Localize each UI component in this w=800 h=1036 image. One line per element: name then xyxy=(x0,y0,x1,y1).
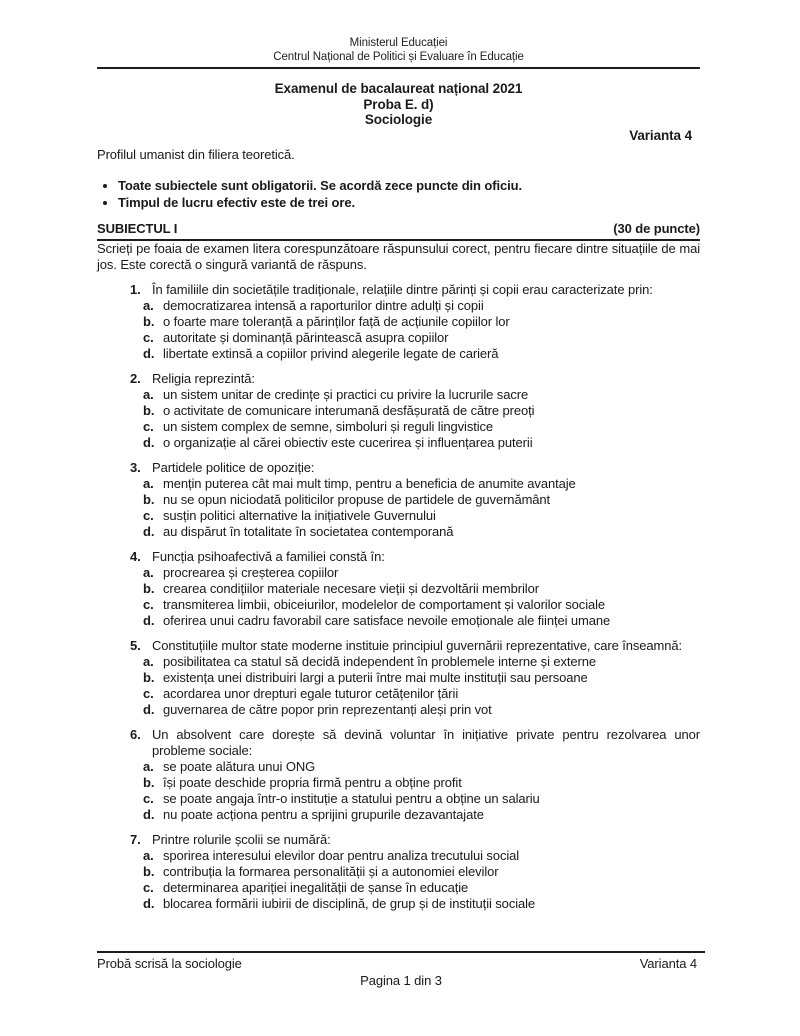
question-3 xyxy=(97,460,700,540)
option-text: guvernarea de către popor prin reprezentanți aleși prin vot xyxy=(163,701,492,717)
section-heading xyxy=(97,221,700,241)
option-letter: b. xyxy=(143,402,155,418)
option-letter: a. xyxy=(143,564,154,580)
option-text: au dispărut în totalitate în societatea contemporană xyxy=(163,523,454,539)
question-4 xyxy=(97,549,700,629)
option-letter: c. xyxy=(143,596,154,612)
option-letter: a. xyxy=(143,847,154,863)
option-letter: c. xyxy=(143,418,154,434)
question-6-option-b xyxy=(97,775,700,791)
option-text: crearea condițiilor materiale necesare vieții și dezvoltării membrilor xyxy=(163,580,539,596)
exam-proba: Proba E. d) xyxy=(363,96,434,112)
title-block xyxy=(97,81,700,164)
option-letter: b. xyxy=(143,580,155,596)
note-duration: • Timpul de lucru efectiv este de trei ore. xyxy=(118,194,700,211)
question-3-head xyxy=(97,460,700,476)
option-letter: b. xyxy=(143,313,155,329)
option-text: existența unei distribuiri largi a puterii între mai multe instituții sau persoane xyxy=(163,669,588,685)
exam-subject: Sociologie xyxy=(364,112,433,127)
question-7-text: Printre rolurile școlii se numără: xyxy=(152,831,331,847)
question-1-head xyxy=(97,282,700,298)
option-text: determinarea apariției inegalității de șanse în educație xyxy=(163,879,469,895)
question-5 xyxy=(97,638,700,718)
question-4-text: Funcția psihoafectivă a familiei constă în: xyxy=(152,548,385,564)
option-letter: b. xyxy=(143,774,155,790)
option-letter: b. xyxy=(143,491,155,507)
option-text: o foarte mare toleranță a părinților față de acțiunile copiilor lor xyxy=(163,313,510,329)
option-letter: d. xyxy=(143,806,155,822)
option-text: oferirea unui cadru favorabil care satisface nevoile emoționale ale ființei umane xyxy=(163,612,611,628)
option-text: se poate alătura unui ONG xyxy=(163,758,316,774)
question-6-option-c xyxy=(97,791,700,807)
section-title: SUBIECTUL I xyxy=(97,220,178,236)
question-3-text: Partidele politice de opoziție: xyxy=(152,459,315,475)
section-instructions: Scrieți pe foaia de examen litera corespunzătoare răspunsului corect, pentru fiecare dintre situațiile de mai jos. Este corectă o singură variantă de răspuns. xyxy=(97,240,700,272)
question-2-head xyxy=(97,371,700,387)
question-7-option-b xyxy=(97,864,700,880)
option-text: libertate extinsă a copiilor privind alegerile legate de carieră xyxy=(163,345,499,361)
question-2-option-c xyxy=(97,419,700,435)
option-letter: c. xyxy=(143,507,154,523)
section-points: (30 de puncte) xyxy=(613,220,700,236)
question-2-option-d xyxy=(97,435,700,451)
question-6-text: Un absolvent care dorește să devină voluntar în inițiative private pentru rezolvarea unor probleme sociale: xyxy=(152,726,700,758)
question-6-option-a xyxy=(97,759,700,775)
option-letter: a. xyxy=(143,653,154,669)
option-text: o organizație al cărei obiectiv este cucerirea și influențarea puterii xyxy=(163,434,533,450)
ministry-name: Ministerul Educației xyxy=(349,37,448,49)
footer-row xyxy=(97,956,705,972)
profile-note: Profilul umanist din filiera teoretică. xyxy=(97,147,295,162)
option-letter: b. xyxy=(143,669,155,685)
option-letter: c. xyxy=(143,790,154,806)
subiectul-1-section xyxy=(97,221,700,912)
question-2-option-b xyxy=(97,403,700,419)
question-4-option-a xyxy=(97,565,700,581)
question-1 xyxy=(97,282,700,362)
option-letter: d. xyxy=(143,612,155,628)
footer-variant: Varianta 4 xyxy=(639,956,697,971)
option-text: autoritate și dominanță părintească asupra copiilor xyxy=(163,329,449,345)
question-3-option-a xyxy=(97,476,700,492)
option-text: posibilitatea ca statul să decidă independent în problemele interne și externe xyxy=(163,653,597,669)
option-letter: c. xyxy=(143,329,154,345)
option-text: contribuția la formarea personalității și a autonomiei elevilor xyxy=(163,863,499,879)
question-1-text: În familiile din societățile tradiționale, relațiile dintre părinți și copii erau caracterizate prin: xyxy=(152,281,653,297)
option-letter: c. xyxy=(143,685,154,701)
question-5-option-c xyxy=(97,686,700,702)
option-text: nu se opun niciodată politicilor propuse de partidele de guvernământ xyxy=(163,491,551,507)
question-1-option-a xyxy=(97,298,700,314)
option-letter: d. xyxy=(143,434,155,450)
option-text: procrearea și creșterea copiilor xyxy=(163,564,339,580)
question-5-option-d xyxy=(97,702,700,718)
page-header xyxy=(97,37,700,69)
header-divider xyxy=(97,67,700,69)
option-text: democratizarea intensă a raporturilor dintre adulți și copii xyxy=(163,297,484,313)
question-3-option-b xyxy=(97,492,700,508)
option-text: acordarea unor drepturi egale tuturor cetățenilor țării xyxy=(163,685,459,701)
option-letter: d. xyxy=(143,895,155,911)
option-text: nu poate acționa pentru a sprijini grupurile dezavantajate xyxy=(163,806,484,822)
question-3-option-d xyxy=(97,524,700,540)
question-7-head xyxy=(97,832,700,848)
option-letter: a. xyxy=(143,297,154,313)
question-6-head xyxy=(97,727,700,759)
option-text: o activitate de comunicare interumană desfășurată de către preoți xyxy=(163,402,535,418)
option-letter: a. xyxy=(143,475,154,491)
exam-notes-list xyxy=(97,177,700,211)
footer-page-number: Pagina 1 din 3 xyxy=(360,973,442,988)
exam-title: Examenul de bacalaureat național 2021 xyxy=(274,81,523,96)
question-6-number: 6. xyxy=(130,726,141,742)
option-text: își poate deschide propria firmă pentru a obține profit xyxy=(163,774,462,790)
question-5-option-a xyxy=(97,654,700,670)
option-text: un sistem complex de semne, simboluri și reguli lingvistice xyxy=(163,418,494,434)
question-4-head xyxy=(97,549,700,565)
footer-exam-type: Probă scrisă la sociologie xyxy=(97,956,242,971)
question-7-option-d xyxy=(97,896,700,912)
question-7-number: 7. xyxy=(130,831,141,847)
option-text: se poate angaja într-o instituție a statului pentru a obține un salariu xyxy=(163,790,540,806)
question-5-head xyxy=(97,638,700,654)
option-letter: a. xyxy=(143,386,154,402)
question-5-number: 5. xyxy=(130,637,141,653)
option-letter: d. xyxy=(143,345,155,361)
question-7 xyxy=(97,832,700,912)
question-4-option-c xyxy=(97,597,700,613)
option-letter: d. xyxy=(143,523,155,539)
question-1-number: 1. xyxy=(130,281,141,297)
question-6-option-d xyxy=(97,807,700,823)
option-letter: d. xyxy=(143,701,155,717)
option-text: transmiterea limbii, obiceiurilor, modelelor de comportament și valorilor sociale xyxy=(163,596,606,612)
question-5-text: Constituțiile multor state moderne instituie principiul guvernării reprezentative, care înseamnă: xyxy=(152,637,683,653)
question-1-option-d xyxy=(97,346,700,362)
question-1-option-c xyxy=(97,330,700,346)
question-4-option-b xyxy=(97,581,700,597)
variant-label: Varianta 4 xyxy=(629,127,692,143)
option-letter: c. xyxy=(143,879,154,895)
institution-name: Centrul Național de Politici și Evaluare în Educație xyxy=(273,50,524,63)
note-obligatory: • Toate subiectele sunt obligatorii. Se acordă zece puncte din oficiu. xyxy=(118,177,700,194)
question-3-option-c xyxy=(97,508,700,524)
option-letter: b. xyxy=(143,863,155,879)
question-4-number: 4. xyxy=(130,548,141,564)
option-text: sporirea interesului elevilor doar pentru analiza trecutului social xyxy=(163,847,520,863)
question-7-option-c xyxy=(97,880,700,896)
question-5-option-b xyxy=(97,670,700,686)
option-text: mențin puterea cât mai mult timp, pentru a beneficia de anumite avantaje xyxy=(163,475,576,491)
option-text: susțin politici alternative la inițiativele Guvernului xyxy=(163,507,436,523)
question-1-option-b xyxy=(97,314,700,330)
question-7-option-a xyxy=(97,848,700,864)
option-text: un sistem unitar de credințe și practici cu privire la lucrurile sacre xyxy=(163,386,529,402)
question-6 xyxy=(97,727,700,823)
question-2-number: 2. xyxy=(130,370,141,386)
question-3-number: 3. xyxy=(130,459,141,475)
question-2-text: Religia reprezintă: xyxy=(152,370,255,386)
question-2-option-a xyxy=(97,387,700,403)
question-4-option-d xyxy=(97,613,700,629)
option-text: blocarea formării iubirii de disciplină, de grup și de instituții sociale xyxy=(163,895,536,911)
page-footer xyxy=(97,951,705,989)
option-letter: a. xyxy=(143,758,154,774)
question-2 xyxy=(97,371,700,451)
